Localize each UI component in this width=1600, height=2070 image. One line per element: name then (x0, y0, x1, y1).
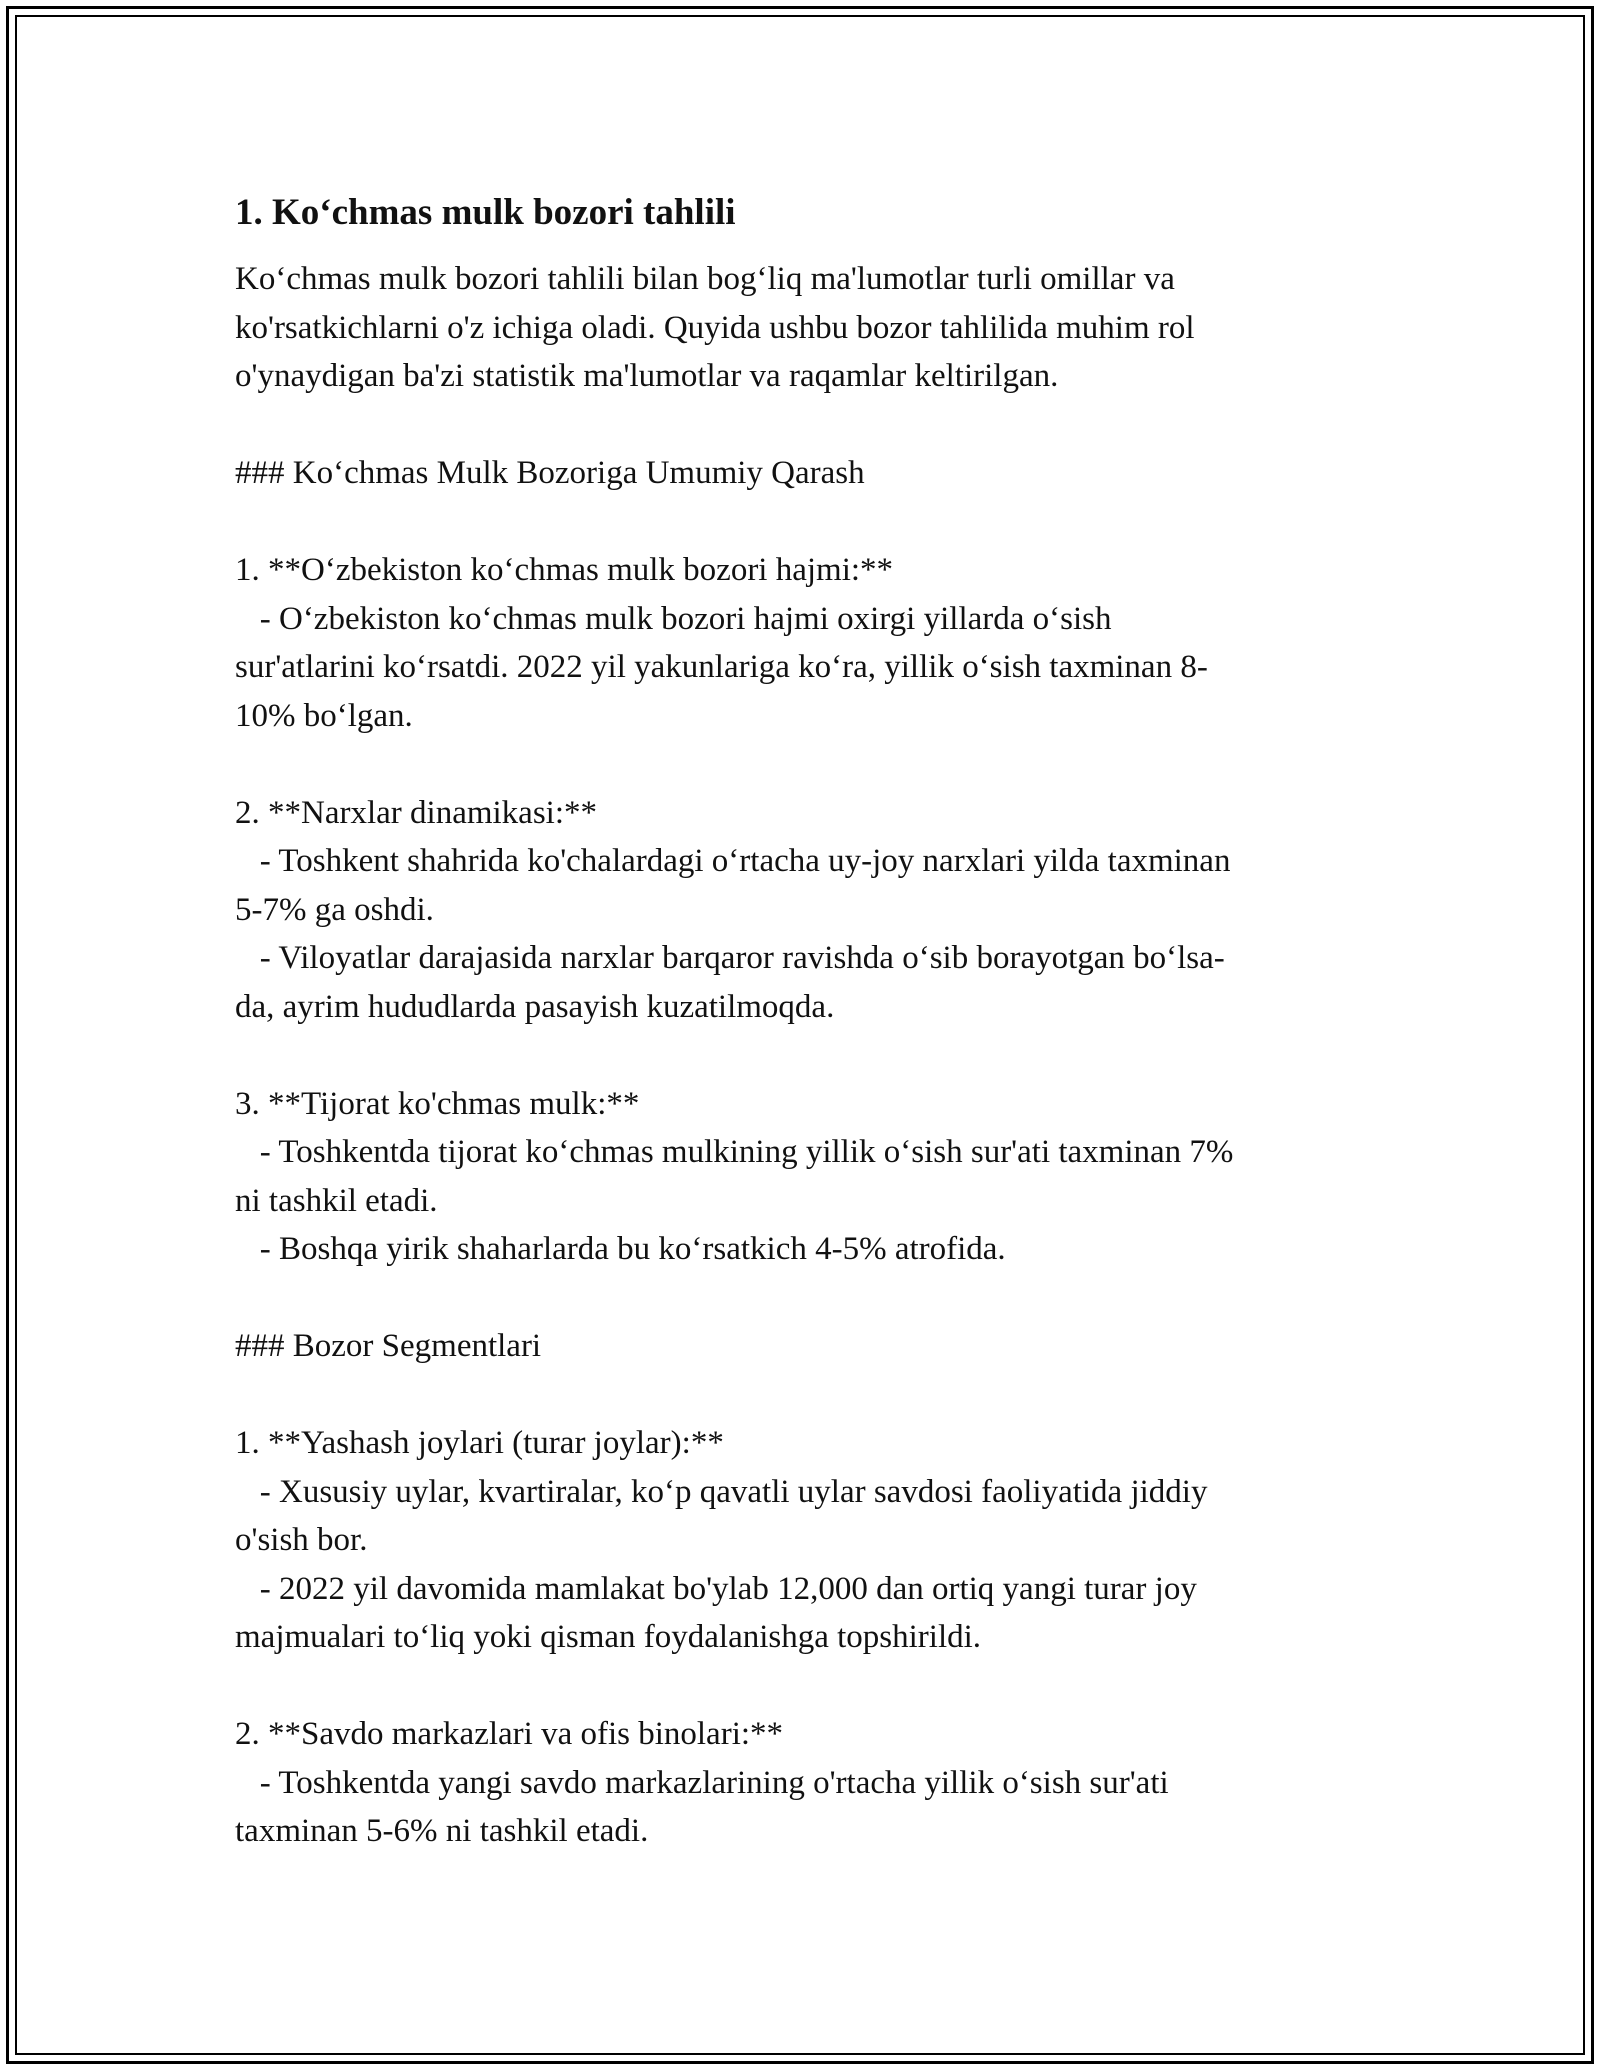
text-line: 1. **O‘zbekiston ko‘chmas mulk bozori hajmi:** (235, 552, 894, 588)
text-line: 5-7% ga oshdi. (235, 891, 434, 928)
blank-line (235, 740, 1365, 789)
blank-line (235, 1031, 1365, 1080)
text-line: - 2022 yil davomida mamlakat bo'ylab 12,000 dan ortiq yangi turar joy (235, 1570, 1197, 1607)
text-line: - Toshkent shahrida ko'chalardagi o‘rtacha uy-joy narxlari yilda taxminan (235, 843, 1231, 879)
text-line: - Boshqa yirik shaharlarda bu ko‘rsatkich 4-5% atrofida. (235, 1231, 1006, 1267)
text-line: taxminan 5-6% ni tashkil etadi. (235, 1813, 649, 1849)
text-line: ko'rsatkichlarni o'z ichiga oladi. Quyida ushbu bozor tahlilida muhim rol (235, 309, 1195, 346)
text-line: - Xususiy uylar, kvartiralar, ko‘p qavatli uylar savdosi faoliyatida jiddiy (235, 1473, 1208, 1510)
text-line: ### Ko‘chmas Mulk Bozoriga Umumiy Qarash (235, 455, 865, 491)
text-line: 10% bo‘lgan. (235, 697, 413, 734)
text-line: ### Bozor Segmentlari (235, 1328, 542, 1364)
text-line: 2. **Narxlar dinamikasi:** (235, 794, 598, 831)
text-line: majmualari to‘liq yoki qisman foydalanishga topshirildi. (235, 1619, 982, 1655)
blank-line (235, 1274, 1365, 1323)
text-line: - O‘zbekiston ko‘chmas mulk bozori hajmi oxirgi yillarda o‘sish (235, 600, 1112, 637)
text-line: ni tashkil etadi. (235, 1182, 438, 1219)
blank-line (235, 1662, 1365, 1711)
blank-line (235, 401, 1365, 450)
text-line: - Toshkentda yangi savdo markazlarining o'rtacha yillik o‘sish sur'ati (235, 1764, 1169, 1801)
text-line: Ko‘chmas mulk bozori tahlili bilan bog‘liq ma'lumotlar turli omillar va (235, 261, 1175, 297)
blank-line (235, 498, 1365, 547)
document-title: 1. Ko‘chmas mulk bozori tahlili (235, 192, 736, 233)
text-line: sur'atlarini ko‘rsatdi. 2022 yil yakunlariga ko‘ra, yillik o‘sish taxminan 8- (235, 649, 1208, 685)
text-line: o'ynaydigan ba'zi statistik ma'lumotlar va raqamlar keltirilgan. (235, 358, 1059, 394)
blank-line (235, 1371, 1365, 1420)
text-line: - Toshkentda tijorat ko‘chmas mulkining yillik o‘sish sur'ati taxminan 7% (235, 1134, 1234, 1170)
text-line: 3. **Tijorat ko'chmas mulk:** (235, 1085, 640, 1122)
text-line: da, ayrim hududlarda pasayish kuzatilmoqda. (235, 988, 835, 1025)
text-line: 2. **Savdo markazlari va ofis binolari:** (235, 1716, 784, 1752)
document-text (235, 255, 1365, 1856)
text-line: o'sish bor. (235, 1522, 368, 1558)
text-line: - Viloyatlar darajasida narxlar barqaror ravishda o‘sib borayotgan bo‘lsa- (235, 940, 1225, 976)
text-line: 1. **Yashash joylari (turar joylar):** (235, 1425, 724, 1461)
document-body (235, 185, 1365, 1856)
